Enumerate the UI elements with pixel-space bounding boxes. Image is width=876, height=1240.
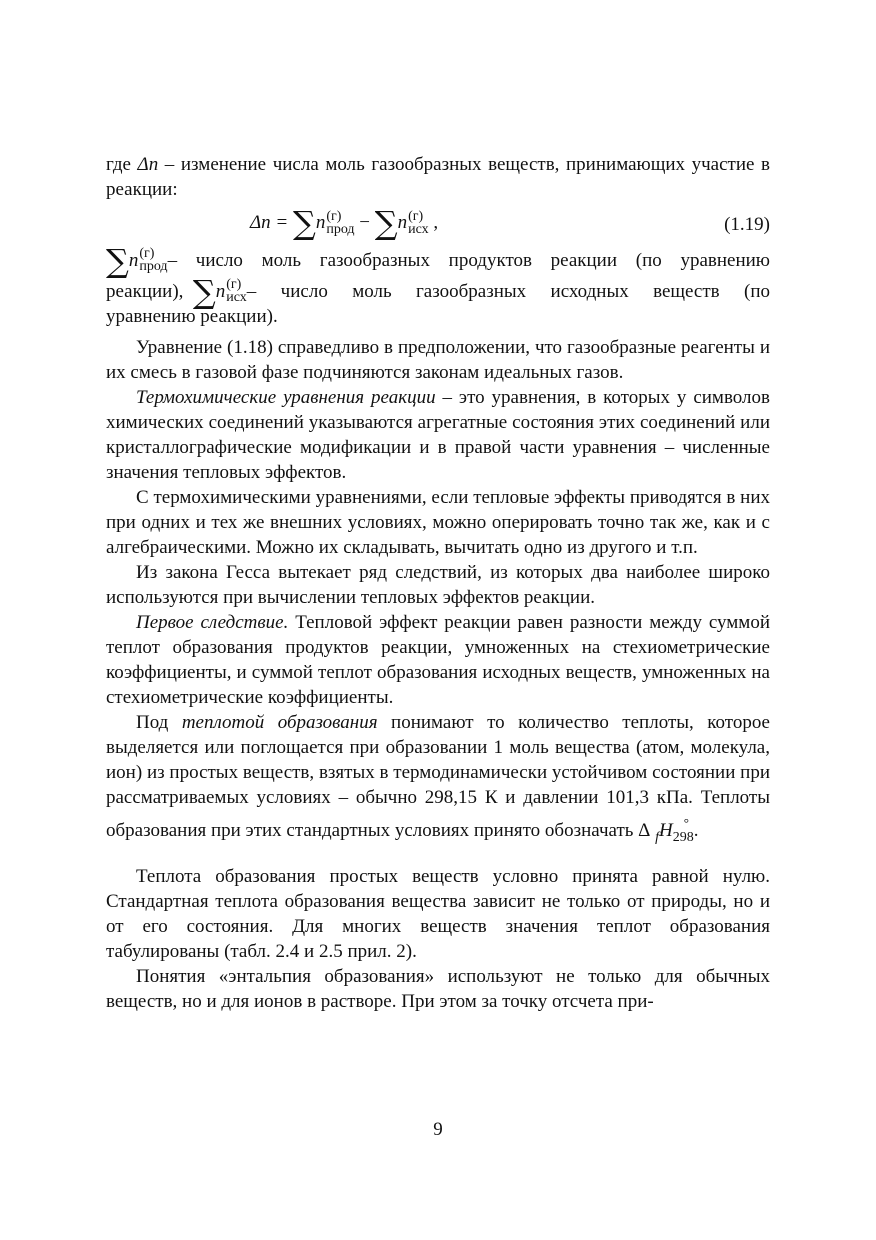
equation-number: (1.19)	[724, 214, 770, 235]
sum-symbol: ∑	[374, 204, 398, 242]
term-heat-of-formation: теплотой образования	[181, 712, 378, 733]
paragraph-thermochemical-equations: Термохимические уравнения реакции – это уравнения, в которых у символов химических соединений указываются агрегатные состояния этих соединений или кристаллографические модификации и в правой части уравнения – численные значения тепловых эффектов.	[106, 387, 770, 483]
equation-formula: Δn = ∑n (г) прод − ∑n (г) исх ,	[250, 204, 439, 242]
term-first-corollary: Первое следствие.	[136, 612, 289, 633]
sum-symbol: ∑	[292, 204, 316, 242]
paragraph-simple-substances: Теплота образования простых веществ условно принята равной нулю. Стандартная теплота образования вещества зависит не только от природы, но и от его состояния. Для многих веществ значения теплот образования табулированы (табл. 2.4 и 2.5 прил. 2).	[106, 866, 770, 962]
paragraph-ideal-gas: Уравнение (1.18) справедливо в предположении, что газообразные реагенты и их смесь в газовой фазе подчиняются законам идеальных газов.	[106, 337, 770, 383]
term-thermochemical: Термохимические уравнения реакции	[136, 387, 436, 408]
page-number: 9	[433, 1119, 443, 1140]
paragraph-hess-law: Из закона Гесса вытекает ряд следствий, из которых два наиболее широко используются при вычислении тепловых эффектов реакции.	[106, 562, 770, 608]
delta-n-symbol: Δn	[137, 154, 159, 175]
paragraph-heat-of-formation: Под теплотой образования понимают то количество теплоты, которое выделяется или поглощается при образовании 1 моль вещества (атом, молекула, ион) из простых веществ, взятых в термодинамически устойчивом состоянии при рассматриваемых условиях – обычно 298,15 К и давлении 101,3 кПа. Теплоты образования при этих стандартных условиях принято обозначать Δ $_fH_{298}^\circ$ .	[106, 712, 770, 845]
page-body	[106, 152, 770, 1014]
definition-products-line: ∑ n (г) прод – число моль газообразных продуктов реакции (по уравнению	[106, 241, 770, 280]
definition-reactants-line: реакции), ∑ n (г) исх – число моль газообразных исходных веществ (по	[106, 272, 770, 311]
definition-reactants-end: уравнению реакции).	[106, 306, 278, 327]
paragraph-algebraic: С термохимическими уравнениями, если тепловые эффекты приводятся в них при одних и тех же внешних условиях, можно оперировать точно так же, как и с алгебраическими. Можно их складывать, вычитать одно из другого и т.п.	[106, 487, 770, 558]
sum-symbol: ∑	[192, 272, 216, 311]
paragraph-first-corollary: Первое следствие. Тепловой эффект реакции равен разности между суммой теплот образования продуктов реакции, умноженных на стехиометрические коэффициенты, и суммой теплот образования исходных веществ, умноженных на стехиометрические коэффициенты.	[106, 612, 771, 708]
intro-paragraph: где Δn – изменение числа моль газообразных веществ, принимающих участие в реакции:	[106, 154, 770, 200]
paragraph-enthalpy-ions: Понятия «энтальпия образования» используют не только для обычных веществ, но и для ионов в растворе. При этом за точку отсчета при-	[106, 966, 770, 1012]
equation-1-19	[106, 204, 770, 248]
delta-f-h-298-symbol: Δ $_fH_{298}^\circ$	[638, 815, 694, 845]
sum-symbol: ∑	[106, 241, 129, 280]
